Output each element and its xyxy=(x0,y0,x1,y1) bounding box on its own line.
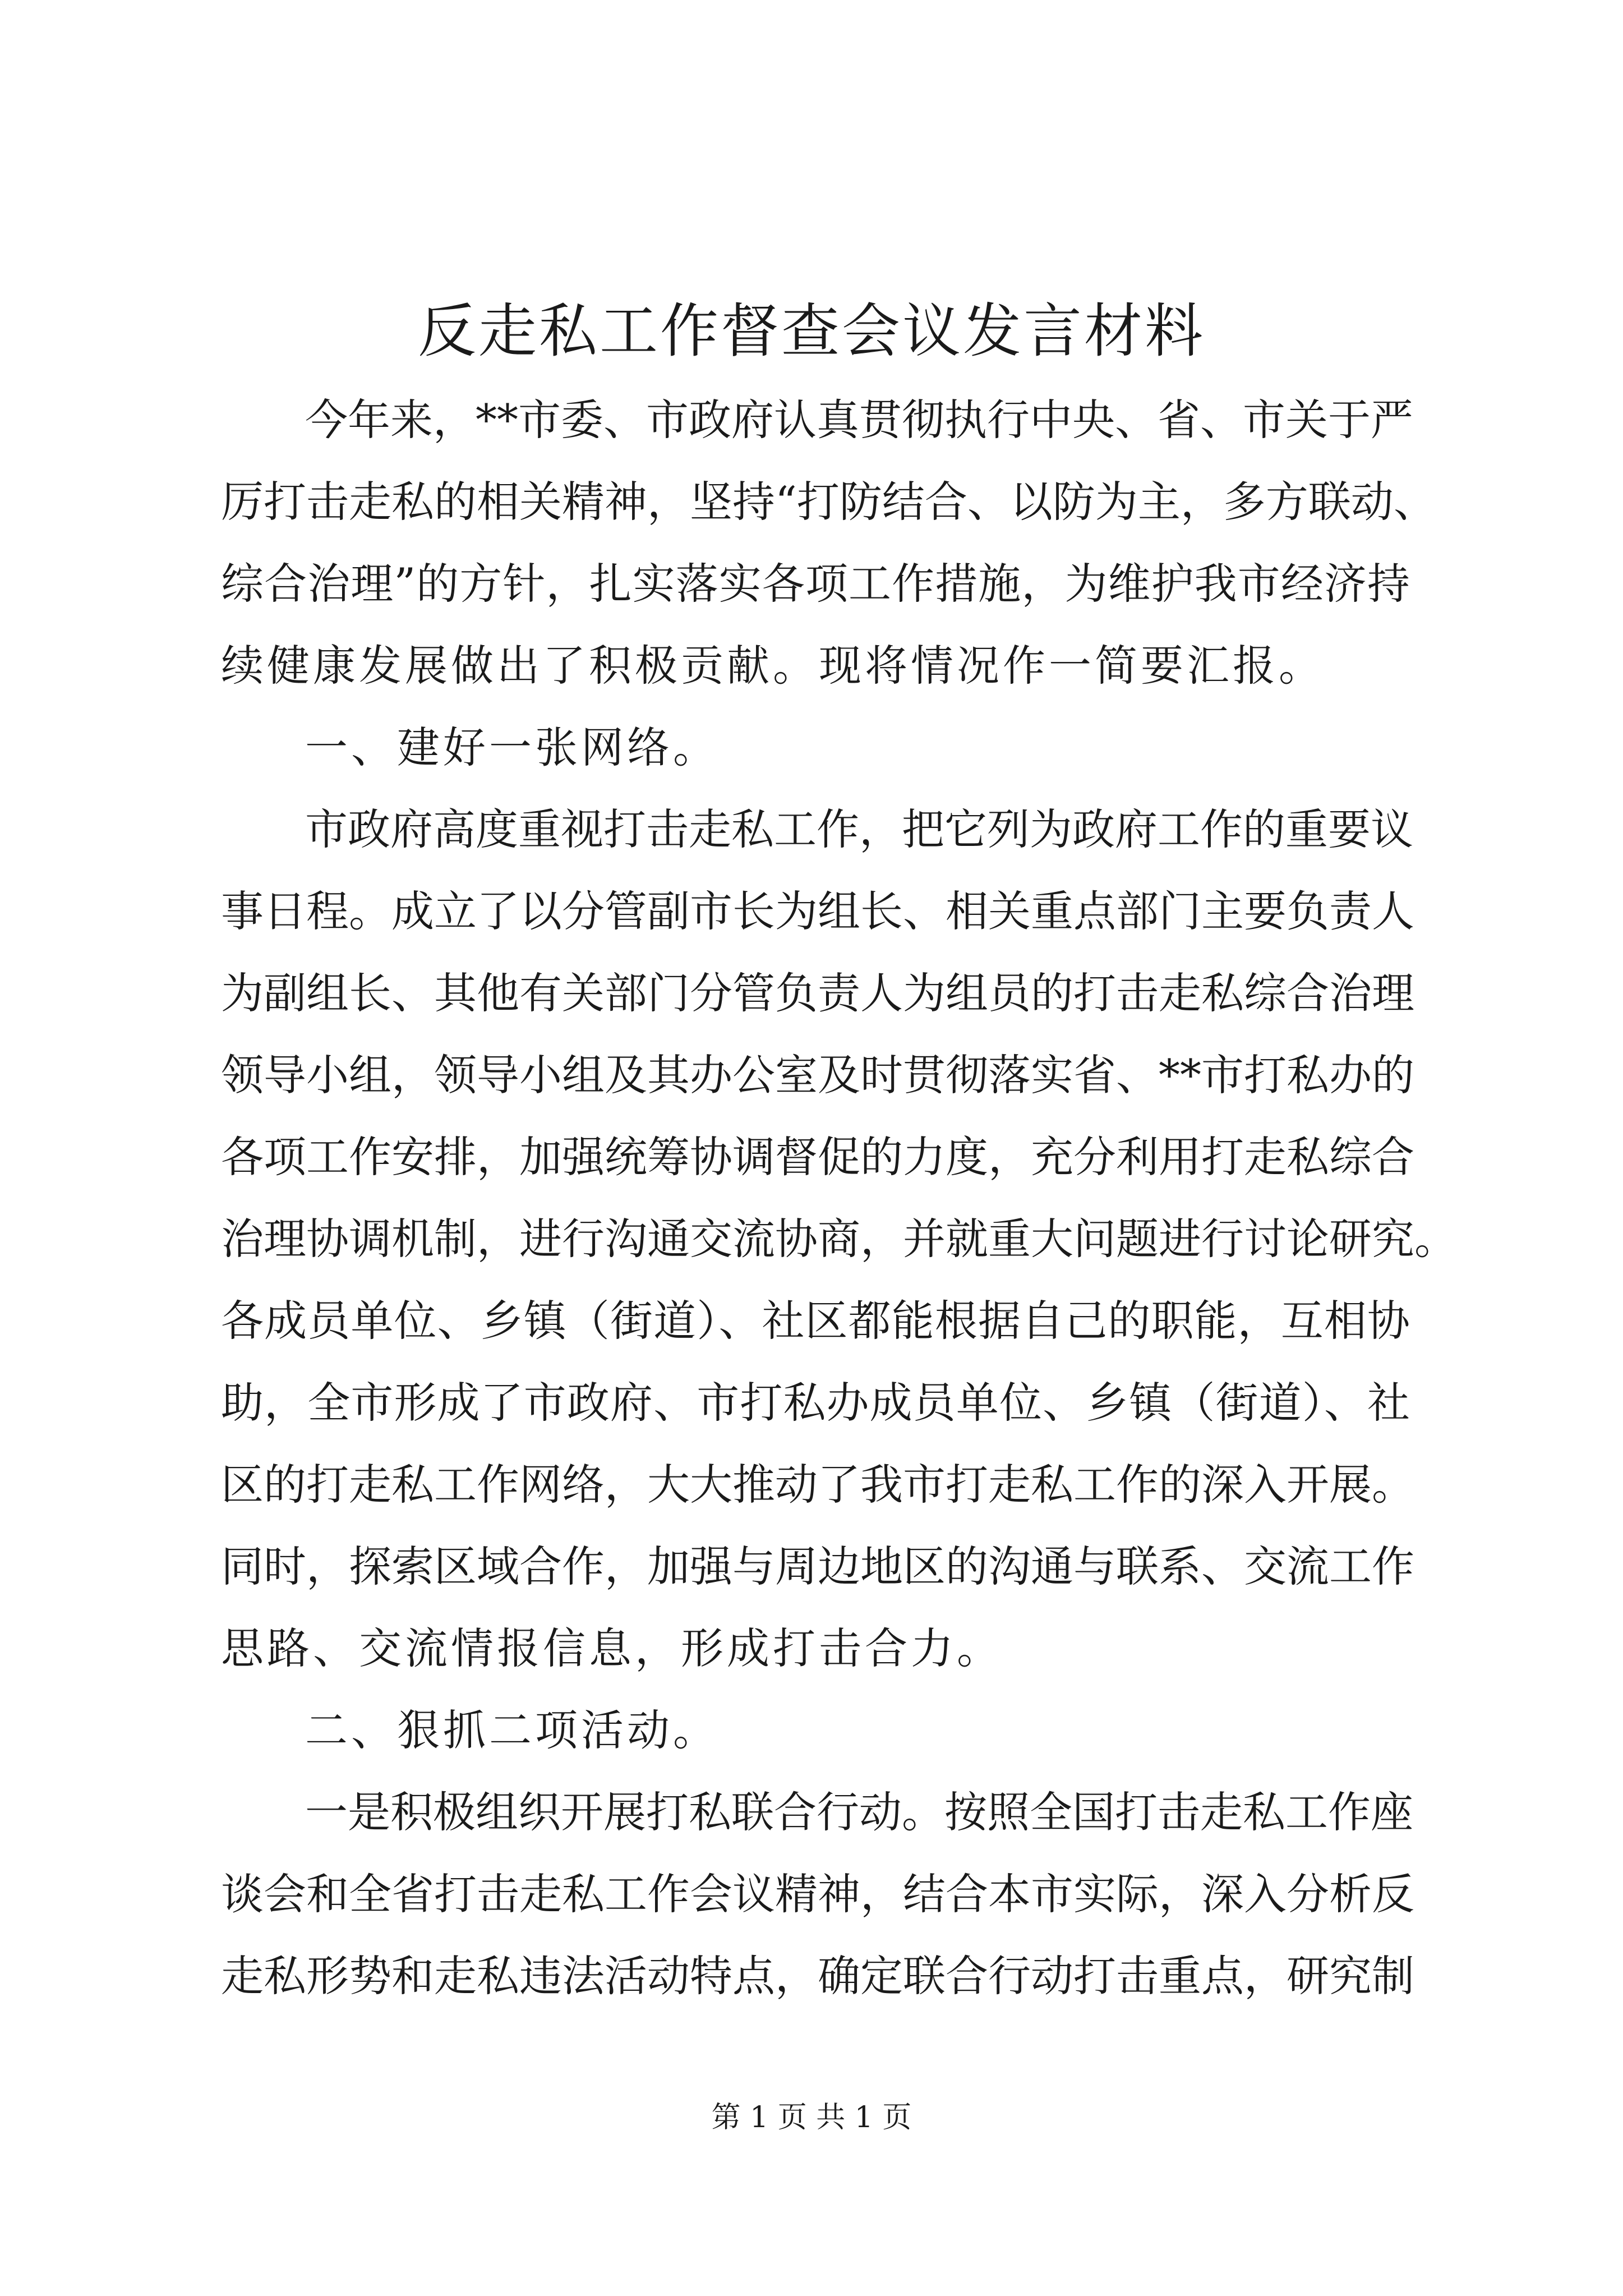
text-line: 领导小组，领导小组及其办公室及时贯彻落实省、**市打私办的 xyxy=(221,1050,1414,1100)
text-line: 二、狠抓二项活动。 xyxy=(305,1705,719,1755)
text-line: 一、建好一张网络。 xyxy=(305,723,719,772)
text-line: 谈会和全省打击走私工作会议精神，结合本市实际，深入分析反 xyxy=(221,1869,1414,1919)
text-line: 今年来，**市委、市政府认真贯彻执行中央、省、市关于严 xyxy=(305,395,1413,445)
text-line: 思路、交流情报信息，形成打击合力。 xyxy=(221,1623,1003,1673)
document-body xyxy=(221,379,1457,2017)
text-line: 走私形势和走私违法活动特点，确定联合行动打击重点，研究制 xyxy=(221,1951,1414,2001)
text-line: 助，全市形成了市政府、市打私办成员单位、乡镇（街道）、社 xyxy=(221,1378,1410,1428)
text-line: 续健康发展做出了积极贡献。现将情况作一简要汇报。 xyxy=(221,641,1325,691)
text-line: 区的打走私工作网络，大大推动了我市打走私工作的深入开展。 xyxy=(221,1460,1414,1510)
text-line: 各成员单位、乡镇（街道）、社区都能根据自己的职能，互相协 xyxy=(221,1296,1410,1346)
text-line: 各项工作安排，加强统筹协调督促的力度，充分利用打走私综合 xyxy=(221,1132,1414,1182)
text-line: 厉打击走私的相关精神，坚持“打防结合、以防为主，多方联动、 xyxy=(221,477,1436,527)
text-line: 治理协调机制，进行沟通交流协商，并就重大问题进行讨论研究。 xyxy=(221,1214,1457,1264)
text-line: 事日程。成立了以分管副市长为组长、相关重点部门主要负责人 xyxy=(221,886,1414,936)
page-footer: 第 1 页 共 1 页 xyxy=(711,2101,912,2134)
text-line: 为副组长、其他有关部门分管负责人为组员的打击走私综合治理 xyxy=(221,968,1414,1018)
text-line: 综合治理”的方针，扎实落实各项工作措施，为维护我市经济持 xyxy=(221,559,1410,609)
document-title: 反走私工作督查会议发言材料 xyxy=(417,297,1205,365)
text-line: 市政府高度重视打击走私工作，把它列为政府工作的重要议 xyxy=(305,804,1413,854)
text-line: 同时，探索区域合作，加强与周边地区的沟通与联系、交流工作 xyxy=(221,1542,1414,1591)
text-line: 一是积极组织开展打私联合行动。按照全国打击走私工作座 xyxy=(305,1787,1413,1837)
